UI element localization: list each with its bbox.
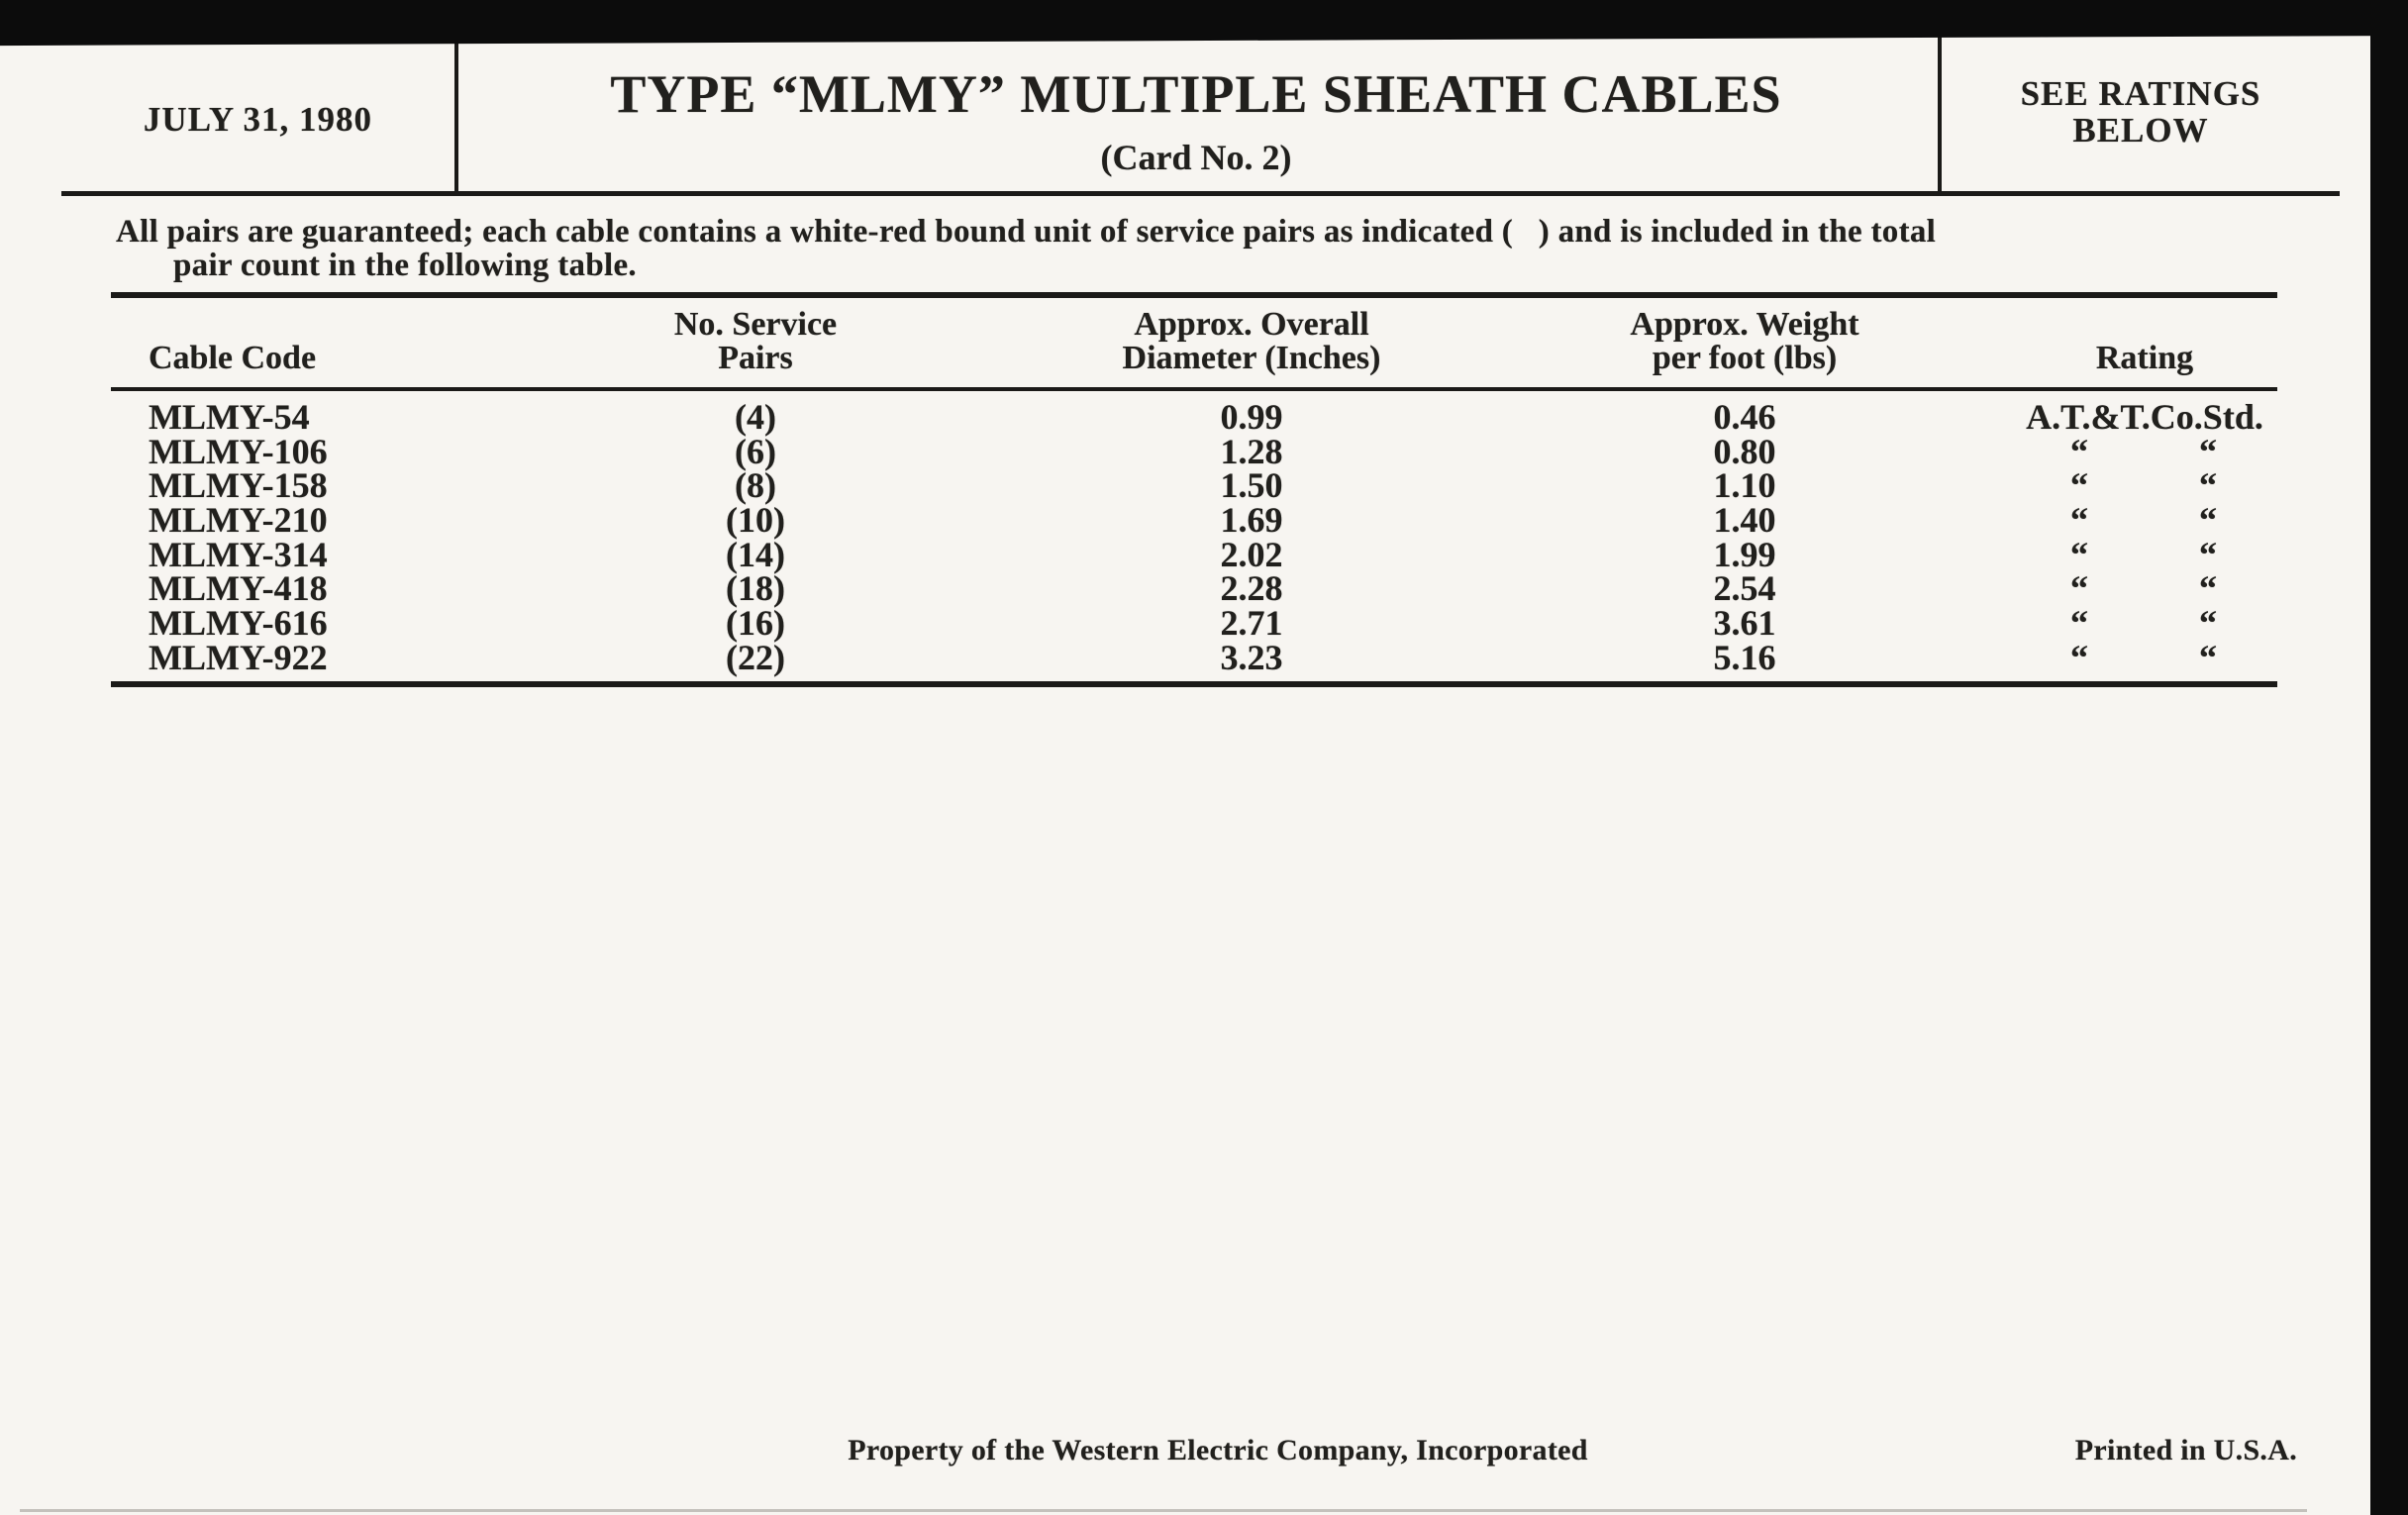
cable-code-cell: MLMY-210 (149, 500, 328, 540)
weight-cell: 0.80 (1713, 432, 1776, 471)
col-header-diameter-line1: Approx. Overall (1134, 306, 1369, 343)
card-date: JULY 31, 1980 (143, 100, 373, 139)
cable-code-cell: MLMY-418 (149, 568, 328, 608)
col-header-diameter-line2: Diameter (Inches) (1122, 340, 1381, 376)
printed-in-usa-notice: Printed in U.S.A. (2074, 1434, 2297, 1466)
service-pairs-cell: (16) (726, 603, 785, 643)
col-header-rating: Rating (2095, 340, 2194, 376)
service-pairs-cell: (14) (726, 535, 785, 574)
col-header-weight-line2: per foot (lbs) (1652, 340, 1838, 376)
weight-cell: 3.61 (1713, 603, 1776, 643)
rating-ditto-left: “ (2070, 603, 2088, 643)
cable-code-cell: MLMY-314 (149, 535, 328, 574)
rating-ditto-left: “ (2070, 432, 2088, 471)
diameter-cell: 1.69 (1220, 500, 1283, 540)
table-row (0, 432, 2370, 471)
see-ratings-note (1938, 75, 2344, 149)
diameter-cell: 2.02 (1220, 535, 1283, 574)
table-row (0, 397, 2370, 437)
diameter-cell: 2.28 (1220, 568, 1283, 608)
diameter-cell: 2.71 (1220, 603, 1283, 643)
rating-ditto-left: “ (2070, 568, 2088, 608)
weight-cell: 2.54 (1713, 568, 1776, 608)
card-title: TYPE “MLMY” MULTIPLE SHEATH CABLES (610, 64, 1782, 124)
weight-cell: 0.46 (1713, 397, 1776, 437)
rating-ditto-left: “ (2070, 535, 2088, 574)
table-bottom-rule (111, 681, 2277, 687)
property-notice: Property of the Western Electric Company, Incorporated (848, 1434, 1588, 1466)
service-pairs-cell: (8) (735, 465, 776, 505)
diameter-cell: 1.28 (1220, 432, 1283, 471)
service-pairs-cell: (10) (726, 500, 785, 540)
rating-ditto-left: “ (2070, 638, 2088, 677)
col-header-cable-code: Cable Code (149, 340, 317, 376)
diameter-cell: 1.50 (1220, 465, 1283, 505)
weight-cell: 1.10 (1713, 465, 1776, 505)
rating-ditto-right: “ (2199, 568, 2217, 608)
service-pairs-cell: (6) (735, 432, 776, 471)
col-header-weight-line1: Approx. Weight (1630, 306, 1859, 343)
card-number: (Card No. 2) (1100, 138, 1292, 177)
table-row (0, 568, 2370, 608)
rating-ditto-right: “ (2199, 638, 2217, 677)
guarantee-note-line1: All pairs are guaranteed; each cable contains a white-red bound unit of service pairs as indicated ( ) and is included in the total (116, 214, 1937, 250)
rating-ditto-right: “ (2199, 432, 2217, 471)
cable-code-cell: MLMY-922 (149, 638, 328, 677)
table-row (0, 500, 2370, 540)
rating-ditto-right: “ (2199, 535, 2217, 574)
table-top-rule (111, 292, 2277, 298)
see-ratings-line1: SEE RATINGS (2020, 74, 2261, 113)
cable-code-cell: MLMY-54 (149, 397, 310, 437)
diameter-cell: 0.99 (1220, 397, 1283, 437)
cable-code-cell: MLMY-616 (149, 603, 328, 643)
see-ratings-line2: BELOW (2072, 111, 2209, 150)
service-pairs-cell: (4) (735, 397, 776, 437)
table-row (0, 603, 2370, 643)
table-row (0, 638, 2370, 677)
rating-ditto-left: “ (2070, 500, 2088, 540)
col-header-service-pairs-line1: No. Service (673, 306, 838, 343)
rating-ditto-right: “ (2199, 500, 2217, 540)
rating-ditto-left: “ (2070, 465, 2088, 505)
header-rule (61, 191, 2340, 196)
scan-edge-line (20, 1509, 2307, 1512)
weight-cell: 5.16 (1713, 638, 1776, 677)
rating-ditto-right: “ (2199, 465, 2217, 505)
rating-ditto-right: “ (2199, 603, 2217, 643)
weight-cell: 1.40 (1713, 500, 1776, 540)
table-row (0, 535, 2370, 574)
rating-cell: A.T.&T.Co.Std. (2026, 397, 2263, 437)
table-header-rule (111, 387, 2277, 391)
table-row (0, 465, 2370, 505)
scan-border-right (2370, 0, 2408, 1515)
service-pairs-cell: (22) (726, 638, 785, 677)
weight-cell: 1.99 (1713, 535, 1776, 574)
col-header-service-pairs-line2: Pairs (718, 340, 793, 376)
diameter-cell: 3.23 (1220, 638, 1283, 677)
guarantee-note-line2: pair count in the following table. (173, 248, 637, 283)
cable-code-cell: MLMY-158 (149, 465, 328, 505)
service-pairs-cell: (18) (726, 568, 785, 608)
card-paper (0, 36, 2370, 1515)
cable-code-cell: MLMY-106 (149, 432, 328, 471)
